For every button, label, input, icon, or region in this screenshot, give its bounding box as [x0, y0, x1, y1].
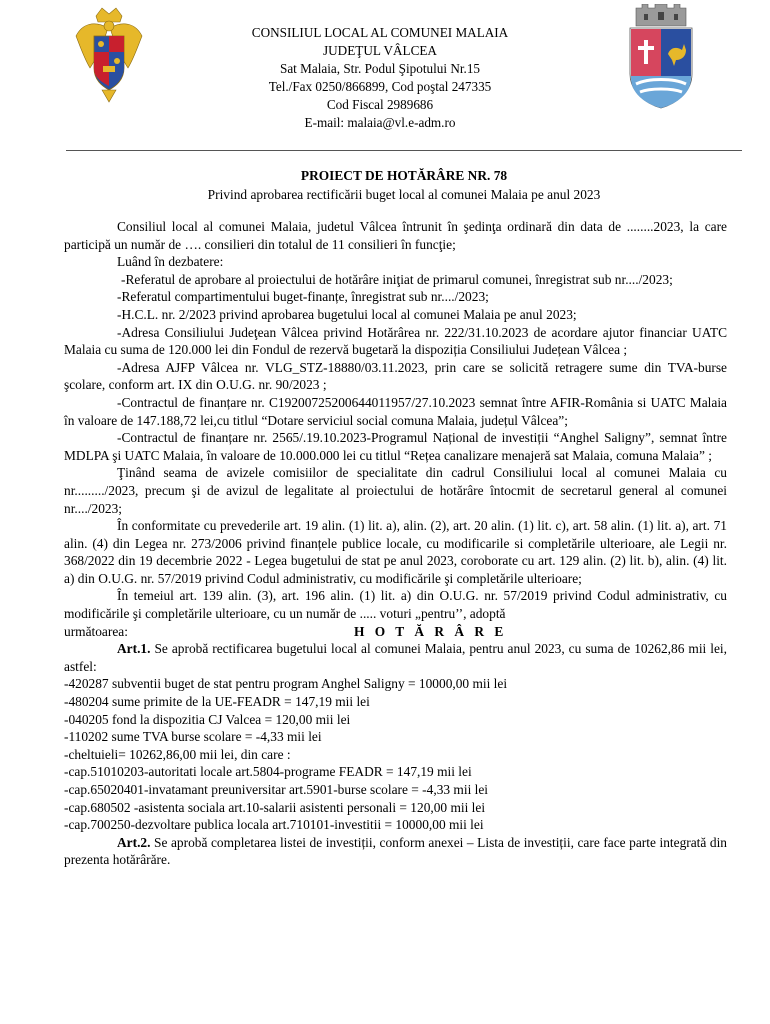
- paragraph-contract-mdlpa: -Contractul de finanțare nr. 2565/.19.10.2023-Programul Național de investiții “Anghel Saligny”, semnat între MDLPA şi UATC Malaia, în valoare de 10.000.000 lei cu titlul “Rețea canalizare menajeră sat Malaia, comuna Malaia” ;: [64, 430, 727, 463]
- document-title: PROIECT DE HOTĂRÂRE NR. 78: [300, 168, 508, 183]
- email: E-mail: malaia@vl.e-adm.ro: [304, 115, 456, 130]
- paragraph-adresa-cj: -Adresa Consiliului Judeţean Vâlcea privind Hotărârea nr. 222/31.10.2023 de acordare ajutor financiar UATC Malaia cu suma de 120.000 lei din Fondul de rezervă bugetară la dispoziția Consiliului Județean Vâlcea ;: [64, 324, 727, 358]
- paragraph-adresa-ajfp: -Adresa AJFP Vâlcea nr. VLG_STZ-18880/03.11.2023, prin care se solicită retragere sume din TVA-burse şcolare, conform art. IX din O.U.G. nr. 90/2023 ;: [64, 359, 727, 393]
- council-name: CONSILIUL LOCAL AL COMUNEI MALAIA: [251, 25, 509, 40]
- list-item: -420287 subventii buget de stat pentru program Anghel Saligny = 10000,00 mii lei: [64, 676, 508, 692]
- hotarare-row: [64, 623, 727, 641]
- article-1-text: Se aprobă rectificarea bugetului local al comunei Malaia, pentru anul 2023, cu suma de 10262,86 mii lei, astfel:: [64, 641, 727, 674]
- list-item: -480204 sume primite de la UE-FEADR = 147,19 mii lei: [64, 694, 370, 710]
- list-item: -110202 sume TVA burse scolare = -4,33 mii lei: [64, 729, 322, 745]
- paragraph-hcl: -H.C.L. nr. 2/2023 privind aprobarea bugetului local al comunei Malaia pe anul 2023;: [117, 306, 577, 322]
- paragraph-intro: Consiliul local al comunei Malaia, judetul Vâlcea întrunit în şedinţa ordinară din data de ........2023, la care participă un număr de …. consilieri din totalul de 11 consilieri în funcţie;: [64, 219, 727, 252]
- document-subtitle: Privind aprobarea rectificării buget local al comunei Malaia pe anul 2023: [207, 187, 601, 202]
- article-2: [64, 834, 727, 869]
- paragraph-referat-buget: -Referatul compartimentului buget-finanțe, înregistrat sub nr..../2023;: [117, 289, 489, 305]
- list-item: -cap.700250-dezvoltare publica locala art.710101-investitii = 10000,00 mii lei: [64, 817, 484, 833]
- romania-coat-of-arms-icon: [74, 6, 144, 104]
- article-2-text: Se aprobă completarea listei de investiții, conform anexei – Lista de investiții, care face parte integrată din prezenta hotărârăre.: [64, 834, 727, 868]
- article-1: [64, 640, 727, 675]
- paragraph-referat-aprobare: -Referatul de aprobare al proiectului de hotărâre iniţiat de primarul comunei, înregistrat sub nr..../2023;: [121, 271, 673, 287]
- list-item: -040205 fond la dispozitia CJ Valcea = 120,00 mii lei: [64, 711, 351, 727]
- hotarare-heading: H O T Ă R Â R E: [354, 623, 507, 639]
- address: Sat Malaia, Str. Podul Şipotului Nr.15: [279, 61, 481, 76]
- paragraph-legal-basis: În conformitate cu prevederile art. 19 alin. (1) lit. a), alin. (2), art. 20 alin. (1) lit. c), art. 58 alin. (1) lit. a), art. 71 alin. (4) din Legea nr. 273/2006 privind finanțele publice locale, cu modificarile si completările ulterioare, ale Legii nr. 368/2022 din 19 decembrie 2022 - Legea bugetului de stat pe anul 2023, coroborate cu art. 129 alin. (2) lit. b), alin. (4) lit. a) din O.U.G. nr. 57/2019 privind Codul administrativ, cu modificările şi completările ulterioare;: [64, 518, 727, 586]
- list-item: -cap.51010203-autoritati locale art.5804-programe FEADR = 147,19 mii lei: [64, 764, 472, 780]
- article-1-label: Art.1.: [117, 641, 151, 657]
- header-divider: [66, 150, 742, 151]
- list-item: -cap.680502 -asistenta sociala art.10-salarii asistenti personali = 120,00 mii lei: [64, 799, 486, 815]
- document-body: [64, 218, 727, 869]
- adopta-following: următoarea:: [64, 623, 128, 639]
- article-2-label: Art.2.: [117, 834, 151, 850]
- malaia-coat-of-arms-icon: [624, 4, 698, 110]
- list-item: -cheltuieli= 10262,86,00 mii lei, din care :: [64, 746, 291, 762]
- paragraph-avize: Ţinând seama de avizele comisiilor de specialitate din cadrul Consiliului local al comunei Malaia cu nr........./2023, precum şi de avizul de legalitate al proiectului de hotărâre întocmit de secretarul general al comunei nr..../2023;: [64, 465, 727, 516]
- paragraph-considering: Luând în dezbatere:: [117, 254, 224, 270]
- phone-postal: Tel./Fax 0250/866899, Cod poştal 247335: [268, 79, 492, 94]
- paragraph-temeiul: În temeiul art. 139 alin. (3), art. 196 alin. (1) lit. a) din O.U.G. nr. 57/2019 privind Codul administrativ, cu modificările şi completările ulterioare, cu un număr de ..... voturi „pentru’’, adoptă: [64, 588, 727, 622]
- county-name: JUDEŢUL VÂLCEA: [323, 43, 437, 58]
- list-item: -cap.65020401-invatamant preuniversitar art.5901-burse scolare = -4,33 mii lei: [64, 782, 489, 797]
- fiscal-code: Cod Fiscal 2989686: [326, 97, 434, 112]
- letterhead: [150, 24, 610, 132]
- paragraph-contract-afir: -Contractul de finanțare nr. C19200725200644011957/27.10.2023 semnat între AFIR-România si UATC Malaia în valoare de 147.188,72 lei,cu titlul “Dotare serviciul social comuna Malaia, județul Vâlcea”;: [64, 394, 727, 428]
